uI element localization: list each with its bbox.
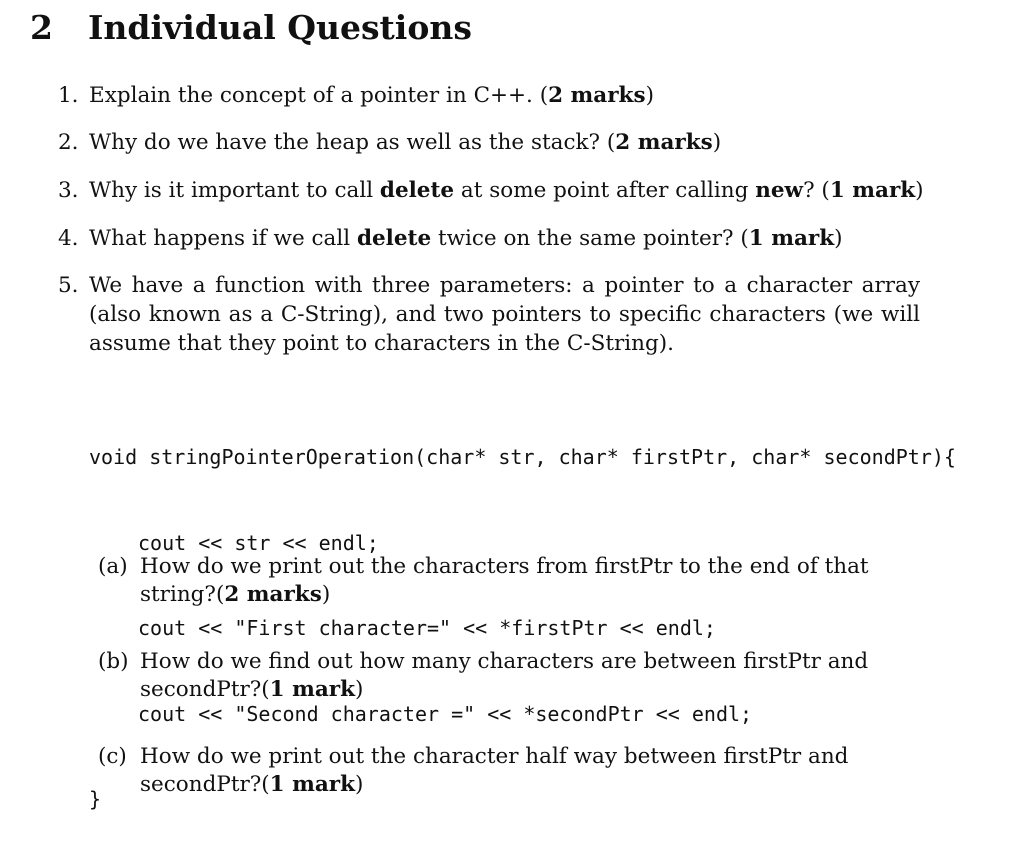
section-title: Individual Questions — [88, 8, 472, 47]
question-5 — [58, 271, 920, 358]
subquestion-marks: 2 marks — [224, 582, 322, 607]
subquestion-text: How do we find out how many characters are between firstPtr and secondPtr?( — [140, 649, 869, 702]
question-1 — [58, 81, 654, 110]
question-text-end: ) — [915, 178, 924, 203]
question-marks: 2 marks — [615, 130, 713, 155]
question-text: What happens if we call — [89, 226, 357, 251]
question-text-end: ) — [834, 226, 843, 251]
question-number: 4. — [58, 226, 79, 251]
subquestion-b — [98, 648, 924, 704]
question-text-end: ) — [645, 83, 654, 108]
question-number: 3. — [58, 178, 79, 203]
question-number: 1. — [58, 83, 79, 108]
question-text-mid: at some point after calling — [454, 178, 756, 203]
subquestion-text: How do we print out the character half way between firstPtr and secondPtr?( — [140, 744, 849, 797]
code-line: cout << "First character=" << *firstPtr << endl; — [138, 616, 716, 640]
subquestion-c — [98, 743, 924, 799]
question-text-end: ) — [712, 130, 722, 155]
subquestion-label: (a) — [98, 554, 128, 579]
question-3 — [58, 176, 924, 205]
subquestion-text-end: ) — [321, 582, 331, 607]
keyword-delete: delete — [356, 226, 432, 251]
code-signature: void stringPointerOperation(char* str, char* firstPtr, char* secondPtr){ — [89, 445, 956, 469]
subquestion-text-end: ) — [355, 772, 364, 797]
question-text-mid2: ? ( — [803, 178, 830, 203]
code-line: cout << "Second character =" << *secondPtr << endl; — [138, 701, 753, 726]
subquestion-label: (b) — [98, 649, 129, 674]
keyword-new: new — [755, 178, 804, 203]
question-text-mid: twice on the same pointer? ( — [431, 226, 749, 251]
code-line: cout << str << endl; — [138, 530, 379, 555]
question-2 — [58, 128, 721, 157]
code-close-brace: } — [89, 787, 102, 811]
subquestion-marks: 1 mark — [269, 677, 356, 702]
question-4 — [58, 224, 843, 253]
subquestion-text-end: ) — [355, 677, 364, 702]
subquestion-text: How do we print out the characters from firstPtr to the end of that string?( — [140, 554, 869, 607]
subquestion-marks: 1 mark — [269, 772, 356, 797]
question-text: Explain the concept of a pointer in C++. ( — [89, 83, 549, 108]
question-marks: 1 mark — [748, 226, 835, 251]
keyword-delete: delete — [379, 178, 455, 203]
question-text: Why is it important to call — [89, 178, 380, 203]
question-number: 2. — [58, 130, 79, 155]
question-text: Why do we have the heap as well as the stack? ( — [89, 130, 616, 155]
subquestion-label: (c) — [98, 744, 127, 769]
question-marks: 1 mark — [829, 178, 916, 203]
section-number: 2 — [30, 8, 53, 47]
section-heading — [30, 8, 472, 47]
question-text: We have a function with three parameters: a pointer to a character array (also known as a C-String), and two pointers to specific characters (we will assume that they point to characters in the C-String). — [89, 273, 920, 356]
question-marks: 2 marks — [548, 83, 646, 108]
question-number: 5. — [58, 273, 79, 298]
subquestion-a — [98, 553, 924, 609]
